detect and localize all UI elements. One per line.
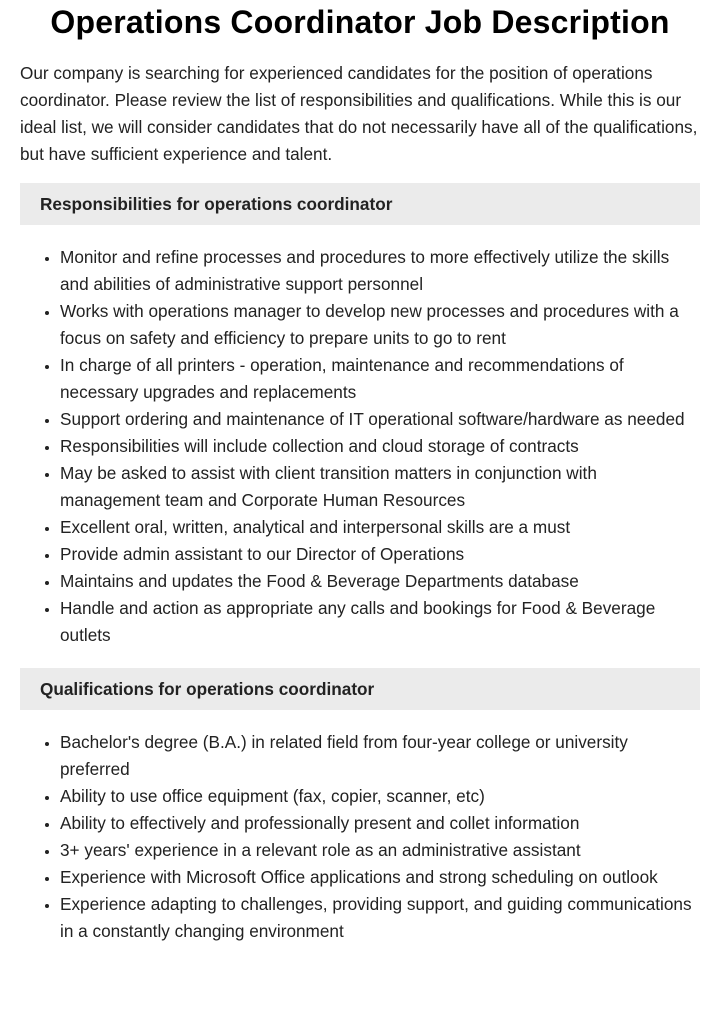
qualifications-heading: Qualifications for operations coordinator [20,668,700,710]
responsibilities-list [20,244,700,649]
list-item: • Ability to use office equipment (fax, copier, scanner, etc) [60,783,700,810]
responsibilities-heading: Responsibilities for operations coordinator [20,183,700,225]
list-item: • Experience adapting to challenges, providing support, and guiding communications in a constantly changing environment [60,891,700,945]
page-title: Operations Coordinator Job Description [50,4,670,40]
list-item: • In charge of all printers - operation, maintenance and recommendations of necessary upgrades and replacements [60,352,700,406]
list-item: • Experience with Microsoft Office applications and strong scheduling on outlook [60,864,700,891]
list-item: • May be asked to assist with client transition matters in conjunction with management team and Corporate Human Resources [60,460,700,514]
list-item: • Handle and action as appropriate any calls and bookings for Food & Beverage outlets [60,595,700,649]
list-item: • Excellent oral, written, analytical and interpersonal skills are a must [60,514,700,541]
list-item: • Ability to effectively and professionally present and collet information [60,810,700,837]
intro-paragraph: Our company is searching for experienced candidates for the position of operations coordinator. Please review the list of responsibilities and qualifications. While this is our ideal list, we will consider candidates that do not necessarily have all of the qualifications, but have sufficient experience and talent. [20,63,698,164]
list-item: • Works with operations manager to develop new processes and procedures with a focus on safety and efficiency to prepare units to go to rent [60,298,700,352]
list-item: • Monitor and refine processes and procedures to more effectively utilize the skills and abilities of administrative support personnel [60,244,700,298]
qualifications-list [20,729,700,945]
list-item: • Support ordering and maintenance of IT operational software/hardware as needed [60,406,700,433]
list-item: • Maintains and updates the Food & Beverage Departments database [60,568,700,595]
list-item: • Provide admin assistant to our Director of Operations [60,541,700,568]
list-item: • 3+ years' experience in a relevant role as an administrative assistant [60,837,700,864]
list-item: • Responsibilities will include collection and cloud storage of contracts [60,433,700,460]
list-item: • Bachelor's degree (B.A.) in related field from four-year college or university preferred [60,729,700,783]
